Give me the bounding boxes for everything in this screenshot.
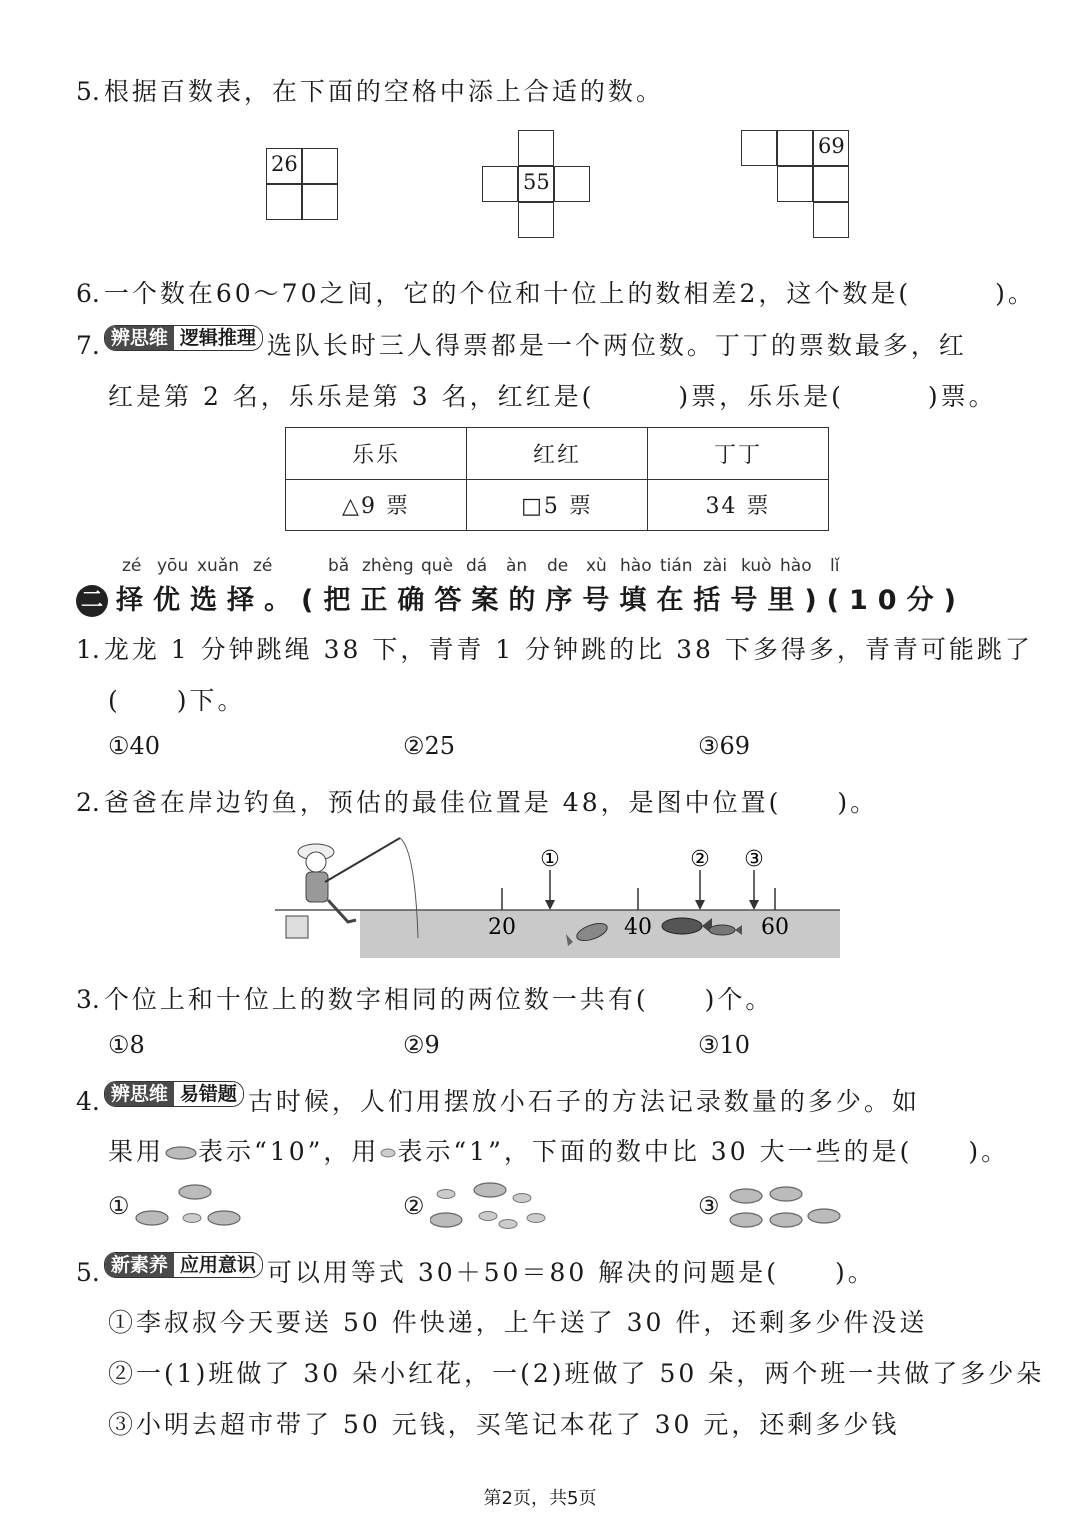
pinyin: bǎ [328,556,350,576]
position-mark: ③ [744,847,764,872]
pinyin: xù [586,556,607,576]
grid1-cell: 26 [266,148,302,184]
grid3-cell-blank[interactable] [813,202,849,238]
stones-option-2 [430,1180,550,1230]
badge-bian-si-wei: 辨思维 易错题 [104,1081,244,1107]
s2q1-line1: 1. 龙龙 1 分钟跳绳 38 下，青青 1 分钟跳的比 38 下多得多，青青可能跳了 [76,635,1033,664]
pinyin: zé [122,556,142,576]
grid3-cell-blank[interactable] [813,166,849,202]
badge-xin-su-yang: 新素养 应用意识 [104,1252,263,1278]
arrow-head [695,900,705,910]
pinyin: dá [466,556,488,576]
pinyin: tián [660,556,693,576]
tick-label: 60 [761,915,789,940]
table-cell: 34 票 [648,479,829,531]
s2q4-option[interactable]: ① [108,1192,130,1220]
s2q4-line2: 果用 表示“10”，用 表示“1”，下面的数中比 30 大一些的是( )。 [108,1137,1010,1166]
page-footer: 第2页，共5页 [483,1488,597,1509]
pinyin: zài [703,556,728,576]
pinyin: què [421,556,454,576]
position-mark: ① [540,847,560,872]
grid3-cell-blank[interactable] [741,130,777,166]
section-number-icon: 二 [76,585,108,617]
pinyin: zhèng [362,556,414,576]
grid3-cell-blank[interactable] [777,130,813,166]
grid2-cell-blank[interactable] [554,166,590,202]
s2q1-line2: ( )下。 [108,686,246,715]
s2q5-option-2[interactable]: ②一(1)班做了 30 朵小红花，一(2)班做了 50 朵，两个班一共做了多少朵 [108,1359,1045,1388]
s2q3-option[interactable]: ③10 [698,1031,751,1059]
q7-line2: 红是第 2 名，乐乐是第 3 名，红红是( )票，乐乐是( )票。 [108,382,997,411]
arrow-head [545,900,555,910]
q7-line1: 7. 辨思维 逻辑推理 选队长时三人得票都是一个两位数。丁丁的票数最多，红 [76,327,967,360]
pinyin: de [547,556,569,576]
s2q1-option[interactable]: ③69 [698,732,751,760]
stones-option-3 [724,1180,844,1230]
pinyin: yōu [157,556,189,576]
q5-title: 5. 根据百数表，在下面的空格中添上合适的数。 [76,77,664,106]
s2q4-option[interactable]: ③ [698,1192,720,1220]
table-cell: □5 票 [467,479,648,531]
grid1-cell-blank[interactable] [302,148,338,184]
small-stone-icon [379,1147,397,1159]
s2q4-option[interactable]: ② [403,1192,425,1220]
pinyin: hào [620,556,652,576]
s2q4-line1: 4. 辨思维 易错题 古时候，人们用摆放小石子的方法记录数量的多少。如 [76,1083,920,1116]
s2q5-text: 5. 新素养 应用意识 可以用等式 30＋50＝80 解决的问题是( )。 [76,1254,876,1287]
tick-label: 40 [624,915,652,940]
big-stone-icon [164,1144,198,1160]
arrow-head [749,900,759,910]
pinyin: lǐ [830,556,840,576]
q6-text: 6. 一个数在60～70之间，它的个位和十位上的数相差2，这个数是( )。 [76,279,1036,308]
pinyin: xuǎn [197,556,240,576]
grid2-cell-blank[interactable] [518,130,554,166]
grid3-cell-blank[interactable] [777,166,813,202]
vote-table [285,427,829,531]
s2q1-option[interactable]: ①40 [108,732,161,760]
pinyin: zé [253,556,273,576]
section-heading: 二 择优选择。(把正确答案的序号填在括号里)(10分) [76,578,966,617]
grid1-cell-blank[interactable] [266,184,302,220]
stones-option-1 [134,1182,244,1228]
s2q5-option-3[interactable]: ③小明去超市带了 50 元钱，买笔记本花了 30 元，还剩多少钱 [108,1410,900,1439]
tick-label: 20 [488,915,516,940]
table-cell: △9 票 [286,479,467,531]
badge-bian-si-wei: 辨思维 逻辑推理 [104,325,263,351]
s2q1-option[interactable]: ②25 [403,732,456,760]
grid1-cell-blank[interactable] [302,184,338,220]
s2q5-option-1[interactable]: ①李叔叔今天要送 50 件快递，上午送了 30 件，还剩多少件没送 [108,1308,928,1337]
table-header: 乐乐 [286,428,467,480]
table-header: 红红 [467,428,648,480]
grid3-cell: 69 [813,130,849,166]
position-mark: ② [690,847,710,872]
s2q3-option[interactable]: ②9 [403,1031,440,1059]
pinyin: hào [780,556,812,576]
pinyin: kuò [741,556,772,576]
grid2-cell-blank[interactable] [518,202,554,238]
pinyin: àn [506,556,528,576]
s2q3-option[interactable]: ①8 [108,1031,145,1059]
table-header: 丁丁 [648,428,829,480]
grid2-cell: 55 [518,166,554,202]
grid2-cell-blank[interactable] [482,166,518,202]
s2q3-text: 3. 个位上和十位上的数字相同的两位数一共有( )个。 [76,985,774,1014]
fishing-figure [270,830,850,960]
s2q2-text: 2. 爸爸在岸边钓鱼，预估的最佳位置是 48，是图中位置( )。 [76,788,879,817]
